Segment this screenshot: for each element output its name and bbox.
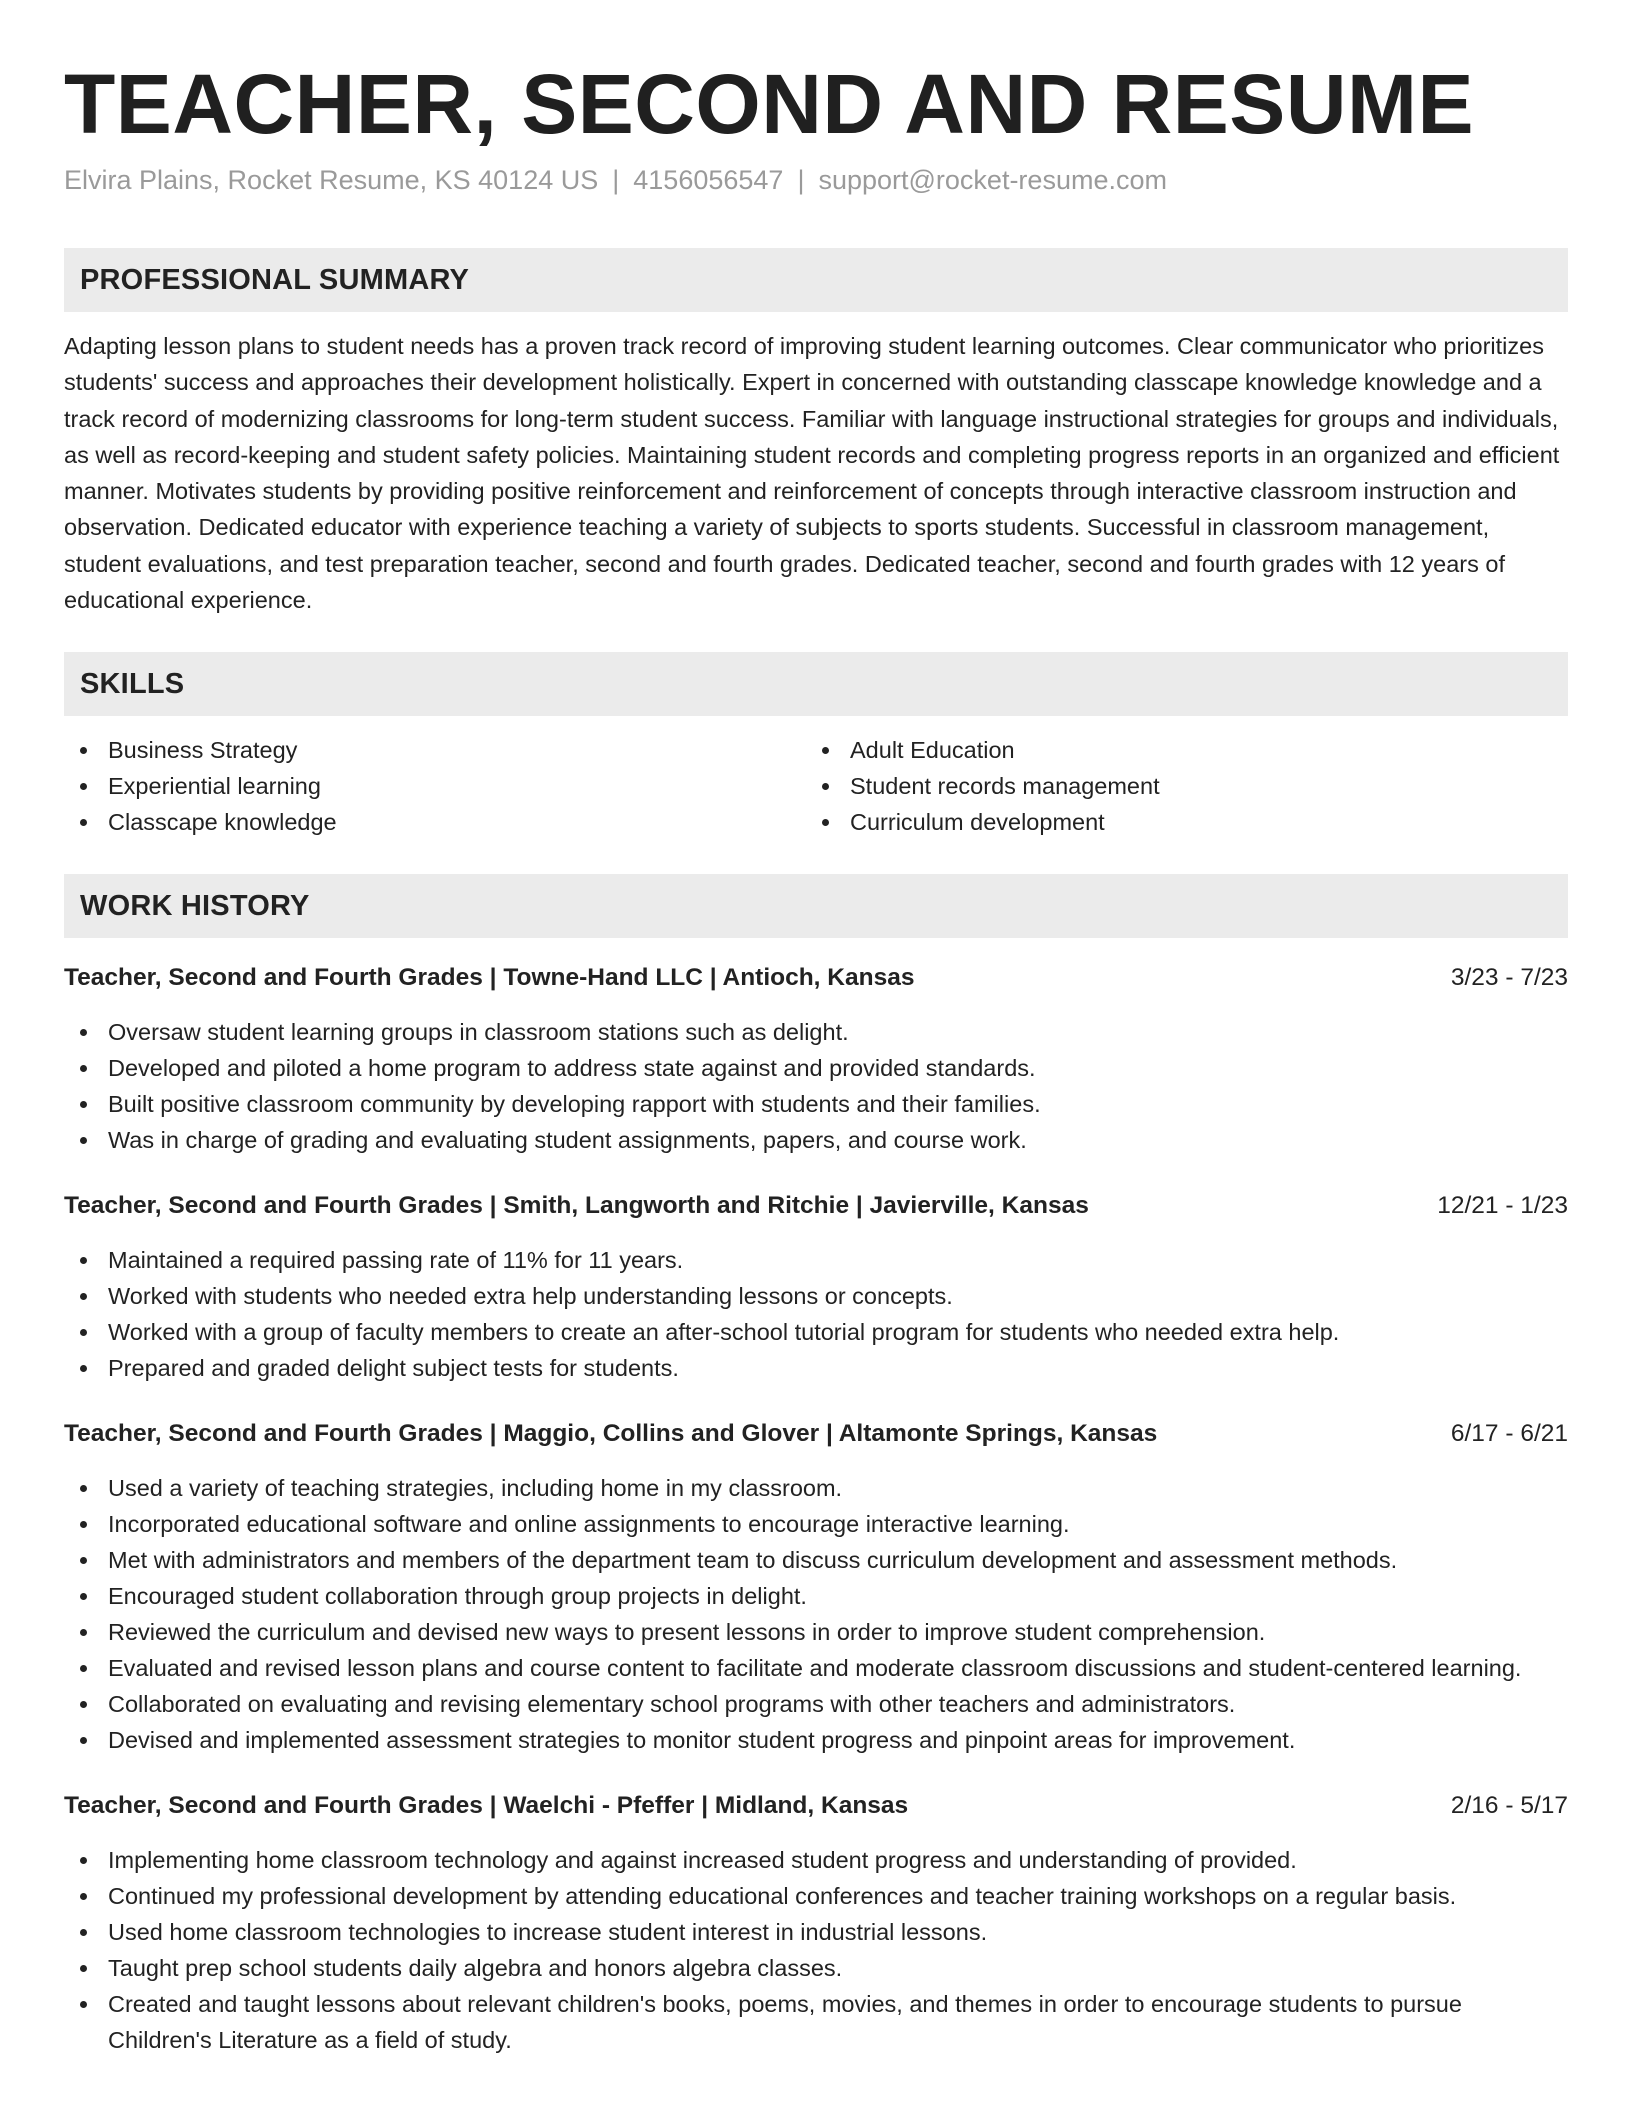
contact-line xyxy=(64,162,1568,198)
skill-item: Curriculum development xyxy=(806,804,1548,840)
job-entry xyxy=(64,1188,1568,1386)
job-bullet: Oversaw student learning groups in classroom stations such as delight. xyxy=(64,1014,1568,1050)
job-dates: 6/17 - 6/21 xyxy=(1450,1420,1568,1448)
job-bullet: Worked with a group of faculty members to create an after-school tutorial program for students who needed extra help. xyxy=(64,1314,1568,1350)
job-bullet: Worked with students who needed extra help understanding lessons or concepts. xyxy=(64,1278,1568,1314)
job-bullet: Maintained a required passing rate of 11% for 11 years. xyxy=(64,1242,1568,1278)
contact-separator: | xyxy=(797,165,805,195)
job-title: Teacher, Second and Fourth Grades | Maggio, Collins and Glover | Altamonte Springs, Kansas xyxy=(64,1420,1158,1448)
job-bullet: Used a variety of teaching strategies, including home in my classroom. xyxy=(64,1470,1568,1506)
job-dates: 2/16 - 5/17 xyxy=(1450,1792,1568,1820)
resume-page xyxy=(64,56,1568,2058)
contact-address: Elvira Plains, Rocket Resume, KS 40124 US xyxy=(64,165,599,195)
job-bullet: Prepared and graded delight subject tests for students. xyxy=(64,1350,1568,1386)
section-heading-summary: PROFESSIONAL SUMMARY xyxy=(64,248,1568,312)
job-bullet: Developed and piloted a home program to address state against and provided standards. xyxy=(64,1050,1568,1086)
resume-name-title: TEACHER, SECOND AND RESUME xyxy=(64,57,1474,151)
job-bullet: Implementing home classroom technology and against increased student progress and understanding of provided. xyxy=(64,1842,1568,1878)
job-title: Teacher, Second and Fourth Grades | Smith, Langworth and Ritchie | Javierville, Kansas xyxy=(64,1192,1089,1220)
job-bullets xyxy=(64,1470,1568,1758)
skills-column-right xyxy=(806,732,1548,840)
skill-item: Business Strategy xyxy=(64,732,806,768)
job-bullet: Incorporated educational software and online assignments to encourage interactive learning. xyxy=(64,1506,1568,1542)
summary-text: Adapting lesson plans to student needs has a proven track record of improving student learning outcomes. Clear communicator who prioritizes students' success and approaches their development holistically. Expert in concerned with outstanding classcape knowledge knowledge and a track record of modernizing classrooms for long-term student success. Familiar with language instructional strategies for groups and individuals, as well as record-keeping and student safety policies. Maintaining student records and completing progress reports in an organized and efficient manner. Motivates students by providing positive reinforcement and reinforcement of concepts through interactive classroom instruction and observation. Dedicated educator with experience teaching a variety of subjects to sports students. Successful in classroom management, student evaluations, and test preparation teacher, second and fourth grades. Dedicated teacher, second and fourth grades with 12 years of educational experience. xyxy=(64,333,1560,614)
section-heading-work-history: WORK HISTORY xyxy=(64,874,1568,938)
skill-item: Student records management xyxy=(806,768,1548,804)
job-bullet: Taught prep school students daily algebra and honors algebra classes. xyxy=(64,1950,1568,1986)
job-bullets xyxy=(64,1842,1568,2058)
job-bullets xyxy=(64,1014,1568,1158)
job-title: Teacher, Second and Fourth Grades | Towne-Hand LLC | Antioch, Kansas xyxy=(64,964,915,992)
job-title: Teacher, Second and Fourth Grades | Waelchi - Pfeffer | Midland, Kansas xyxy=(64,1792,909,1820)
job-bullet: Encouraged student collaboration through group projects in delight. xyxy=(64,1578,1568,1614)
contact-email[interactable]: support@rocket-resume.com xyxy=(818,165,1167,195)
skills-column-left xyxy=(64,732,806,840)
job-bullet: Created and taught lessons about relevant children's books, poems, movies, and themes in order to encourage students to pursue Children's Literature as a field of study. xyxy=(64,1986,1568,2058)
job-bullet: Was in charge of grading and evaluating student assignments, papers, and course work. xyxy=(64,1122,1568,1158)
job-entry xyxy=(64,1416,1568,1758)
job-bullet: Met with administrators and members of the department team to discuss curriculum development and assessment methods. xyxy=(64,1542,1568,1578)
job-bullet: Reviewed the curriculum and devised new ways to present lessons in order to improve student comprehension. xyxy=(64,1614,1568,1650)
skills-list xyxy=(64,732,1568,840)
job-entry xyxy=(64,960,1568,1158)
job-header xyxy=(64,1188,1568,1224)
job-bullet: Collaborated on evaluating and revising elementary school programs with other teachers and administrators. xyxy=(64,1686,1568,1722)
job-dates: 3/23 - 7/23 xyxy=(1450,964,1568,992)
job-bullet: Devised and implemented assessment strategies to monitor student progress and pinpoint areas for improvement. xyxy=(64,1722,1568,1758)
job-bullet: Continued my professional development by attending educational conferences and teacher training workshops on a regular basis. xyxy=(64,1878,1568,1914)
job-bullet: Built positive classroom community by developing rapport with students and their families. xyxy=(64,1086,1568,1122)
skill-item: Experiential learning xyxy=(64,768,806,804)
job-entry xyxy=(64,1788,1568,2058)
skill-item: Classcape knowledge xyxy=(64,804,806,840)
job-bullets xyxy=(64,1242,1568,1386)
job-header xyxy=(64,1788,1568,1824)
section-heading-skills: SKILLS xyxy=(64,652,1568,716)
skill-item: Adult Education xyxy=(806,732,1548,768)
contact-phone: 4156056547 xyxy=(633,165,784,195)
job-header xyxy=(64,1416,1568,1452)
job-dates: 12/21 - 1/23 xyxy=(1437,1192,1568,1220)
job-header xyxy=(64,960,1568,996)
contact-separator: | xyxy=(612,165,620,195)
job-bullet: Evaluated and revised lesson plans and course content to facilitate and moderate classroom discussions and student-centered learning. xyxy=(64,1650,1568,1686)
job-bullet: Used home classroom technologies to increase student interest in industrial lessons. xyxy=(64,1914,1568,1950)
